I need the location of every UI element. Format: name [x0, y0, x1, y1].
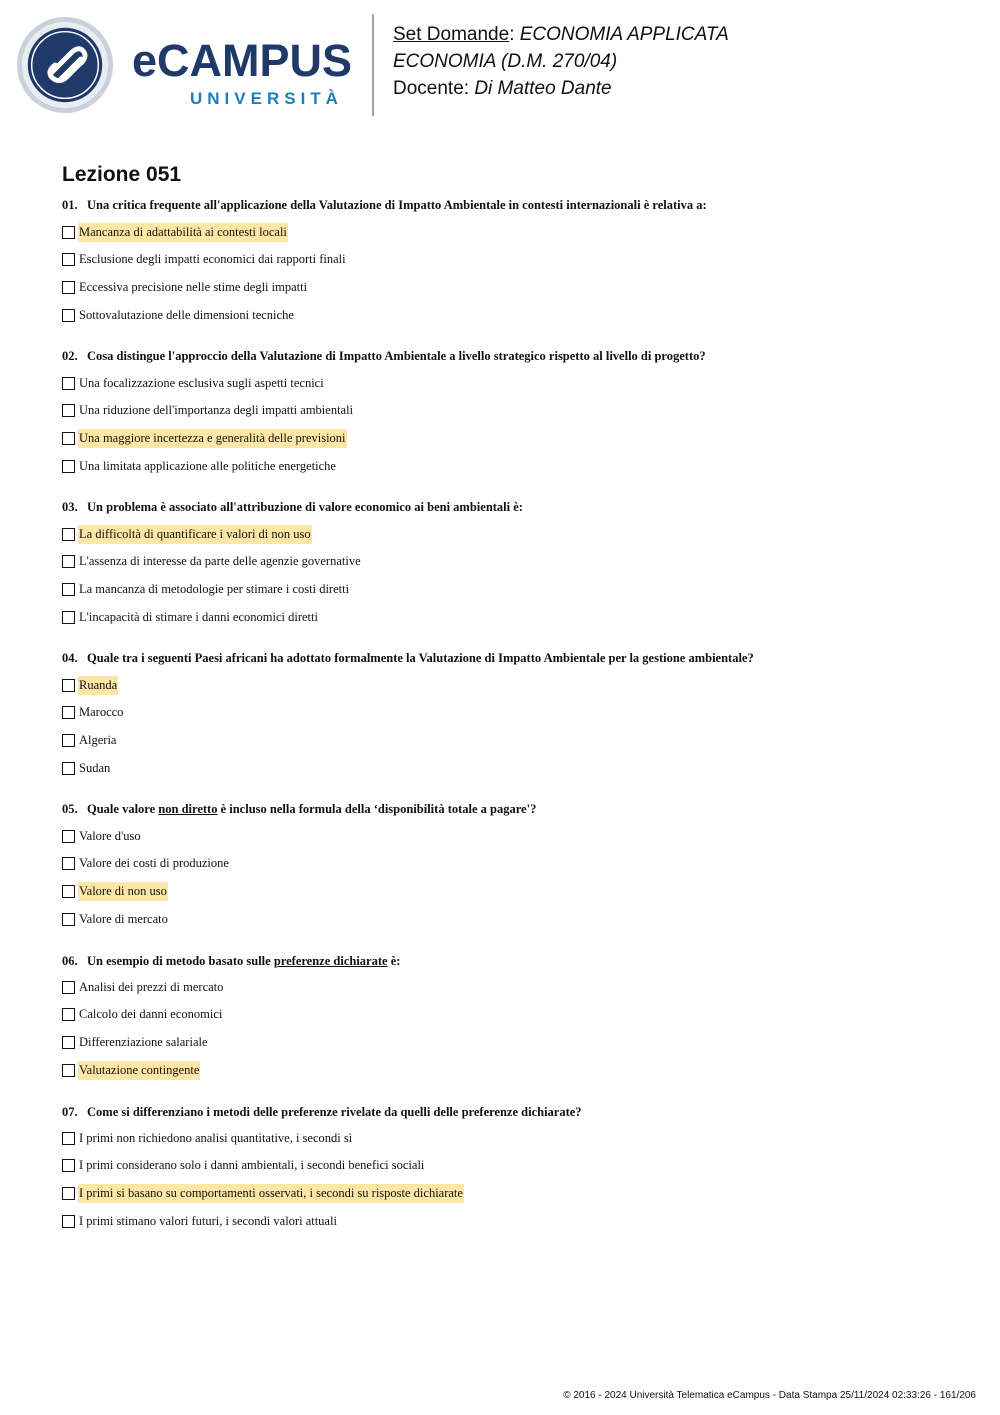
- question-text: Cosa distingue l'approccio della Valutazione di Impatto Ambientale a livello strategico rispetto al livello di progetto?: [87, 349, 706, 363]
- checkbox[interactable]: [62, 706, 75, 719]
- question-07: [62, 1105, 582, 1120]
- checkbox[interactable]: [62, 1008, 75, 1021]
- answer-text: Una limitata applicazione alle politiche energetiche: [79, 458, 336, 473]
- answer-option[interactable]: [62, 978, 224, 996]
- question-number: 04.: [62, 651, 78, 665]
- answer-text: L'incapacità di stimare i danni economici diretti: [79, 609, 318, 624]
- question-text-start: Un esempio di metodo basato sulle: [87, 954, 274, 968]
- answer-option[interactable]: [62, 223, 288, 241]
- checkbox[interactable]: [62, 432, 75, 445]
- answer-option[interactable]: [62, 306, 295, 324]
- answer-text: Sottovalutazione delle dimensioni tecniche: [79, 307, 294, 322]
- answer-option[interactable]: [62, 731, 117, 749]
- header-divider: [372, 14, 374, 116]
- logo-subtitle: UNIVERSITÀ: [190, 89, 343, 108]
- answer-option[interactable]: [62, 676, 118, 694]
- answer-option[interactable]: [62, 703, 124, 721]
- answer-option[interactable]: [62, 910, 169, 928]
- teacher-name: Di Matteo Dante: [474, 78, 612, 99]
- course-name: ECONOMIA (D.M. 270/04): [393, 51, 618, 72]
- answer-text: Esclusione degli impatti economici dai rapporti finali: [79, 251, 346, 266]
- checkbox[interactable]: [62, 679, 75, 692]
- question-02: [62, 349, 706, 364]
- page-footer: © 2016 - 2024 Università Telematica eCampus - Data Stampa 25/11/2024 02:33:26 - 161/206: [563, 1390, 976, 1401]
- answer-option[interactable]: [62, 1212, 338, 1230]
- checkbox[interactable]: [62, 762, 75, 775]
- lesson-title: Lezione 051: [62, 163, 182, 186]
- question-number: 07.: [62, 1105, 78, 1119]
- question-01: [62, 198, 707, 213]
- checkbox[interactable]: [62, 377, 75, 390]
- answer-text: I primi non richiedono analisi quantitative, i secondi sì: [79, 1130, 353, 1145]
- checkbox[interactable]: [62, 555, 75, 568]
- answer-option[interactable]: [62, 608, 319, 626]
- question-text-underlined: non diretto: [158, 802, 218, 816]
- answer-text: La difficoltà di quantificare i valori di non uso: [78, 525, 312, 544]
- answer-option[interactable]: [62, 854, 230, 872]
- checkbox[interactable]: [62, 734, 75, 747]
- question-text-underlined: preferenze dichiarate: [273, 954, 388, 968]
- question-number: 03.: [62, 500, 78, 514]
- answer-option[interactable]: [62, 525, 312, 543]
- checkbox[interactable]: [62, 460, 75, 473]
- answer-text: Valutazione contingente: [78, 1061, 200, 1080]
- answer-option[interactable]: [62, 1033, 209, 1051]
- answer-text: Analisi dei prezzi di mercato: [79, 979, 224, 994]
- checkbox[interactable]: [62, 981, 75, 994]
- checkbox[interactable]: [62, 830, 75, 843]
- set-line: Set Domande: ECONOMIA APPLICATA: [393, 24, 729, 45]
- answer-text: Ruanda: [78, 676, 118, 695]
- answer-text: Valore di non uso: [78, 882, 168, 901]
- answer-text: La mancanza di metodologie per stimare i costi diretti: [79, 581, 350, 596]
- checkbox[interactable]: [62, 226, 75, 239]
- checkbox[interactable]: [62, 611, 75, 624]
- answer-text: Mancanza di adattabilità ai contesti locali: [78, 223, 288, 242]
- answer-option[interactable]: [62, 401, 354, 419]
- checkbox[interactable]: [62, 281, 75, 294]
- answer-option[interactable]: [62, 429, 347, 447]
- question-text-end: è:: [387, 954, 401, 968]
- set-value: ECONOMIA APPLICATA: [519, 24, 729, 45]
- checkbox[interactable]: [62, 404, 75, 417]
- answer-text: Una focalizzazione esclusiva sugli aspetti tecnici: [79, 375, 324, 390]
- answer-option[interactable]: [62, 580, 350, 598]
- checkbox[interactable]: [62, 1064, 75, 1077]
- answer-text: L'assenza di interesse da parte delle agenzie governative: [79, 553, 361, 568]
- answer-text: Una maggiore incertezza e generalità delle previsioni: [78, 429, 347, 448]
- checkbox[interactable]: [62, 1036, 75, 1049]
- question-text-end: è incluso nella formula della ‘disponibilità totale a pagare'?: [217, 802, 537, 816]
- answer-text: Eccessiva precisione nelle stime degli impatti: [79, 279, 308, 294]
- answer-option[interactable]: [62, 457, 337, 475]
- checkbox[interactable]: [62, 1187, 75, 1200]
- answer-option[interactable]: [62, 1156, 425, 1174]
- answer-option[interactable]: [62, 374, 325, 392]
- answer-option[interactable]: [62, 278, 308, 296]
- checkbox[interactable]: [62, 583, 75, 596]
- answer-text: Valore d'uso: [79, 828, 141, 843]
- answer-text: Sudan: [79, 760, 111, 775]
- answer-text: I primi stimano valori futuri, i secondi valori attuali: [79, 1213, 337, 1228]
- question-number: 01.: [62, 198, 78, 212]
- question-text: Un problema è associato all'attribuzione di valore economico ai beni ambientali è:: [87, 500, 523, 514]
- logo-wordmark: eCAMPUS: [132, 35, 353, 86]
- checkbox[interactable]: [62, 913, 75, 926]
- answer-text: Valore dei costi di produzione: [79, 855, 229, 870]
- teacher-label: Docente:: [393, 78, 470, 99]
- answer-option[interactable]: [62, 1005, 223, 1023]
- answer-option[interactable]: [62, 552, 362, 570]
- question-06: [62, 954, 400, 969]
- question-text: Una critica frequente all'applicazione della Valutazione di Impatto Ambientale in contesti internazionali è relativa a:: [87, 198, 707, 212]
- question-number: 02.: [62, 349, 78, 363]
- question-text: Quale tra i seguenti Paesi africani ha adottato formalmente la Valutazione di Impatto Ambientale per la gestione ambientale?: [87, 651, 754, 665]
- answer-text: Una riduzione dell'importanza degli impatti ambientali: [79, 402, 354, 417]
- answer-option[interactable]: [62, 827, 142, 845]
- checkbox[interactable]: [62, 253, 75, 266]
- answer-option[interactable]: [62, 1184, 464, 1202]
- answer-text: Calcolo dei danni economici: [79, 1006, 223, 1021]
- question-number: 05.: [62, 802, 78, 816]
- set-label: Set Domande: [393, 24, 510, 45]
- checkbox[interactable]: [62, 857, 75, 870]
- question-03: [62, 500, 523, 515]
- answer-text: Valore di mercato: [79, 911, 168, 926]
- ecampus-logo-icon: [16, 16, 114, 114]
- question-text-start: Quale valore: [87, 802, 159, 816]
- checkbox[interactable]: [62, 1159, 75, 1172]
- question-05: [62, 802, 536, 817]
- checkbox[interactable]: [62, 1215, 75, 1228]
- answer-text: I primi si basano su comportamenti osservati, i secondi su risposte dichiarate: [78, 1184, 464, 1203]
- page-header: [0, 0, 1000, 130]
- question-04: [62, 651, 754, 666]
- answer-text: Marocco: [79, 704, 124, 719]
- checkbox[interactable]: [62, 309, 75, 322]
- answer-option[interactable]: [62, 882, 168, 900]
- course-line: [393, 52, 617, 71]
- answer-option[interactable]: [62, 1061, 200, 1079]
- question-text: Come si differenziano i metodi delle preferenze rivelate da quelli delle preferenze dichiarate?: [87, 1105, 582, 1119]
- checkbox[interactable]: [62, 1132, 75, 1145]
- answer-text: Algeria: [79, 732, 117, 747]
- checkbox[interactable]: [62, 885, 75, 898]
- checkbox[interactable]: [62, 528, 75, 541]
- teacher-line: [393, 79, 612, 98]
- question-number: 06.: [62, 954, 78, 968]
- answer-text: I primi considerano solo i danni ambientali, i secondi benefici sociali: [79, 1157, 425, 1172]
- answer-option[interactable]: [62, 1129, 353, 1147]
- answer-option[interactable]: [62, 759, 111, 777]
- answer-text: Differenziazione salariale: [79, 1034, 208, 1049]
- answer-option[interactable]: [62, 250, 347, 268]
